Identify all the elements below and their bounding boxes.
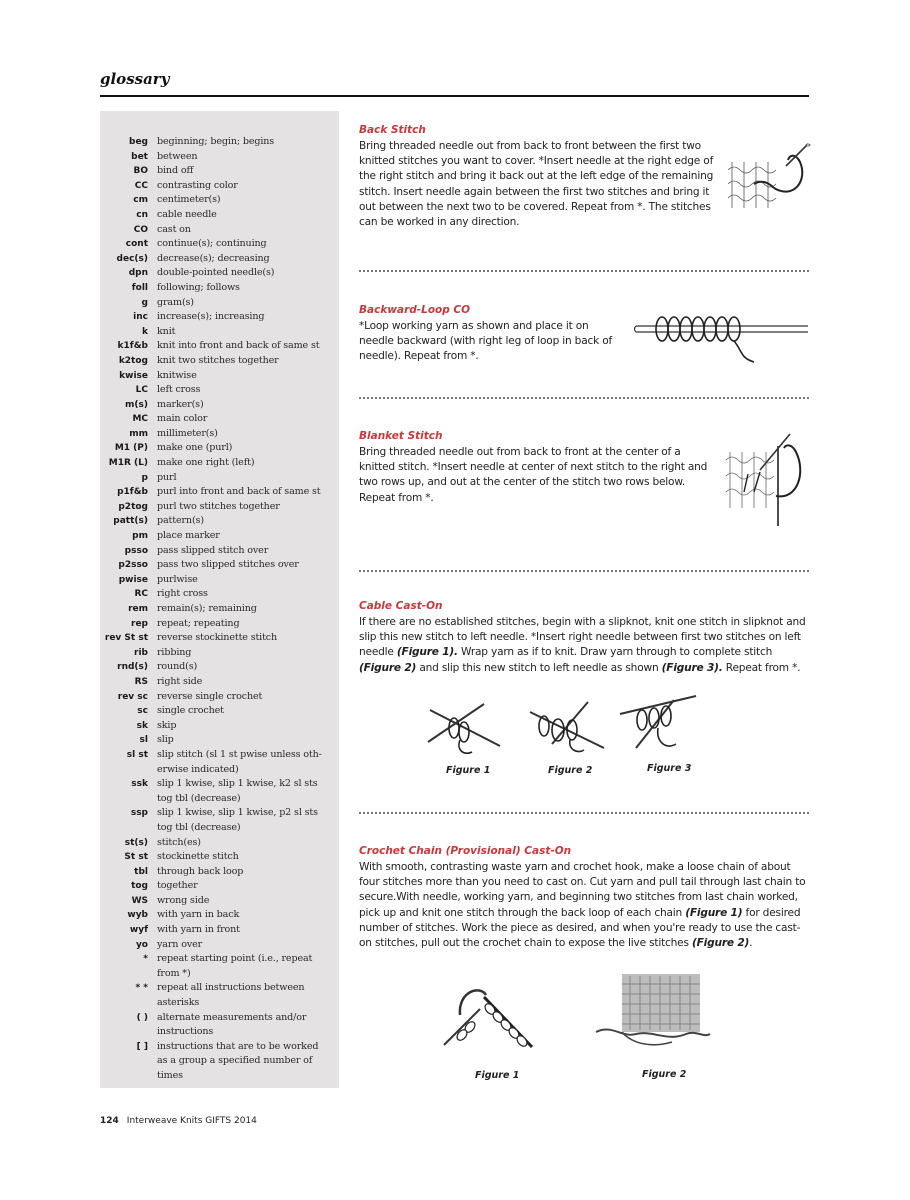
glossary-definition: marker(s): [157, 398, 204, 410]
glossary-entry: [100, 325, 339, 340]
glossary-entry: [100, 704, 339, 719]
crochet-chain-figure-1: [440, 975, 560, 1060]
glossary-definition: with yarn in front: [157, 924, 240, 936]
figure-caption: Figure 1: [446, 765, 491, 776]
section-body: *Loop working yarn as shown and place it on needle backward (with right leg of loop in back of needle). Repeat from *.: [359, 320, 613, 363]
glossary-definition: repeat starting point (i.e., repeat from *): [157, 953, 313, 979]
section-crochet-chain: [359, 845, 809, 951]
glossary-definition: stitch(es): [157, 836, 201, 848]
glossary-term: patt(s): [113, 516, 148, 527]
glossary-term: rem: [128, 604, 148, 614]
glossary-definition: instructions that are to be worked as a group a specified number of times: [157, 1040, 319, 1081]
glossary-term: wyb: [127, 910, 148, 921]
glossary-entry: [100, 544, 339, 559]
glossary-entry: [100, 529, 339, 544]
glossary-entry: [100, 602, 339, 617]
glossary-definition: wrong side: [157, 894, 210, 906]
glossary-term: St st: [124, 852, 148, 863]
glossary-definition: ribbing: [157, 646, 192, 658]
glossary-term: beg: [129, 137, 148, 147]
glossary-definition: together: [157, 880, 198, 892]
glossary-entry: [100, 850, 339, 865]
glossary-term: WS: [131, 895, 148, 906]
page-title: glossary: [100, 70, 170, 88]
glossary-term: bet: [131, 151, 148, 162]
glossary-term: tbl: [134, 866, 148, 877]
glossary-entry: [100, 354, 339, 369]
glossary-term: CO: [133, 224, 148, 235]
glossary-term: rnd(s): [117, 662, 148, 673]
glossary-entry: [100, 908, 339, 923]
glossary-term: k2tog: [118, 355, 148, 366]
glossary-term: [ ]: [136, 1041, 148, 1052]
section-divider: [359, 397, 809, 399]
glossary-entry: [100, 894, 339, 909]
glossary-definition: knit into front and back of same st: [157, 340, 320, 352]
glossary-definition: repeat; repeating: [157, 617, 240, 629]
glossary-term: rep: [131, 618, 148, 629]
glossary-term: dec(s): [116, 253, 148, 264]
glossary-definition: slip: [157, 734, 174, 746]
glossary-term: sl: [139, 735, 148, 746]
backward-loop-illustration: [632, 304, 812, 366]
glossary-term: mm: [129, 428, 148, 439]
glossary-definition: round(s): [157, 661, 198, 673]
glossary-definition: continue(s); continuing: [157, 238, 267, 250]
glossary-entry: [100, 150, 339, 165]
glossary-entry: [100, 690, 339, 705]
glossary-term: psso: [124, 545, 148, 556]
glossary-definition: make one right (left): [157, 457, 255, 469]
glossary-term: sc: [137, 706, 148, 717]
glossary-entry: [100, 135, 339, 150]
glossary-term: ( ): [136, 1012, 148, 1023]
publication-name: Interweave Knits GIFTS 2014: [126, 1116, 257, 1126]
glossary-term: p2tog: [118, 501, 148, 512]
glossary-definition: pattern(s): [157, 515, 204, 527]
glossary-entry: [100, 777, 339, 806]
glossary-term: k: [142, 326, 148, 337]
title-rule: [100, 95, 809, 97]
section-divider: [359, 270, 809, 272]
glossary-definition: pass slipped stitch over: [157, 544, 269, 556]
glossary-entry: [100, 252, 339, 267]
glossary-entry: [100, 193, 339, 208]
glossary-term: cn: [136, 209, 148, 220]
glossary-definition: place marker: [157, 530, 220, 542]
glossary-term: sl st: [126, 749, 148, 760]
glossary-term: cm: [133, 195, 148, 206]
glossary-term: dpn: [128, 268, 148, 279]
glossary-term: ssp: [130, 808, 148, 819]
glossary-term: kwise: [119, 370, 148, 381]
section-divider: [359, 812, 809, 814]
glossary-term: rev sc: [117, 691, 148, 702]
glossary-term: *: [143, 954, 148, 965]
glossary-entry: [100, 879, 339, 894]
glossary-entry: [100, 952, 339, 981]
glossary-entry: [100, 485, 339, 500]
back-stitch-illustration: [724, 140, 812, 216]
section-title: Crochet Chain (Provisional) Cast-On: [359, 845, 572, 857]
glossary-definition: cable needle: [157, 208, 217, 220]
glossary-term: k1f&b: [117, 341, 148, 352]
glossary-term: RS: [134, 676, 148, 687]
glossary-definition: right cross: [157, 588, 208, 600]
glossary-entry: [100, 266, 339, 281]
glossary-definition: purl: [157, 471, 177, 483]
glossary-entry: [100, 806, 339, 835]
glossary-entry: [100, 675, 339, 690]
glossary-entry: [100, 500, 339, 515]
section-title: Back Stitch: [359, 124, 426, 136]
glossary-definition: contrasting color: [157, 179, 238, 191]
cable-cast-on-figure-1: [420, 700, 510, 762]
glossary-entry: [100, 646, 339, 661]
glossary-definition: stockinette stitch: [157, 851, 239, 863]
glossary-definition: slip stitch (sl 1 st pwise unless oth- erwise indicated): [157, 748, 322, 775]
glossary-term: p2sso: [118, 560, 148, 571]
glossary-entry: [100, 923, 339, 938]
glossary-term: LC: [135, 385, 148, 396]
glossary-definition: knit two stitches together: [157, 354, 279, 366]
glossary-term: m(s): [125, 399, 148, 410]
glossary-entry: [100, 938, 339, 953]
glossary-entry: [100, 208, 339, 223]
glossary-entry: [100, 164, 339, 179]
glossary-definition: remain(s); remaining: [157, 603, 257, 614]
glossary-entry: [100, 441, 339, 456]
glossary-definition: purl into front and back of same st: [157, 486, 321, 498]
glossary-term: p1f&b: [117, 487, 148, 498]
glossary-term: ssk: [131, 779, 148, 790]
figure-caption: Figure 2: [548, 765, 593, 776]
glossary-definition: slip 1 kwise, slip 1 kwise, p2 sl sts tog tbl (decrease): [157, 807, 318, 833]
abbreviation-list: [100, 135, 339, 1084]
glossary-term: RC: [134, 589, 148, 600]
glossary-definition: make one (purl): [157, 442, 233, 454]
glossary-definition: millimeter(s): [157, 427, 218, 439]
glossary-term: MC: [132, 414, 148, 425]
glossary-definition: skip: [157, 719, 177, 731]
glossary-definition: gram(s): [157, 296, 194, 308]
glossary-definition: increase(s); increasing: [157, 311, 265, 323]
glossary-term: foll: [131, 282, 148, 293]
glossary-sidebar: [100, 111, 339, 1088]
cable-cast-on-figure-3: [616, 690, 706, 760]
glossary-definition: pass two slipped stitches over: [157, 559, 299, 571]
glossary-entry: [100, 383, 339, 398]
glossary-definition: alternate measurements and/or instructions: [157, 1011, 307, 1038]
section-title: Backward-Loop CO: [359, 304, 471, 316]
glossary-entry: [100, 733, 339, 748]
glossary-definition: cast on: [157, 223, 191, 235]
glossary-definition: centimeter(s): [157, 194, 221, 206]
glossary-definition: purlwise: [157, 573, 198, 585]
glossary-definition: purl two stitches together: [157, 500, 280, 512]
glossary-definition: reverse stockinette stitch: [157, 632, 278, 644]
glossary-entry: [100, 631, 339, 646]
glossary-definition: between: [157, 150, 198, 162]
glossary-term: M1R (L): [108, 458, 148, 469]
glossary-entry: [100, 865, 339, 880]
glossary-term: M1 (P): [114, 443, 148, 454]
page-number: 124: [100, 1116, 119, 1126]
glossary-definition: following; follows: [157, 281, 240, 293]
glossary-definition: knit: [157, 325, 176, 337]
glossary-definition: single crochet: [157, 705, 224, 717]
glossary-definition: bind off: [157, 165, 194, 177]
crochet-chain-figure-2: [592, 968, 712, 1058]
glossary-entry: [100, 514, 339, 529]
section-body: With smooth, contrasting waste yarn and crochet hook, make a loose chain of about four stitches more than you need to cast on. Cut yarn and pull tail through last chain to secure.With needle, working yarn, and beginning two stitches from last chain worked, pick up and knit one stitch through the back loop of each chain (Figure 1) for desired number of stitches. Work the piece as desired, and when you're ready to use the cast-on stitches, pull out the crochet chain to expose the live stitches (Figure 2).: [359, 861, 806, 950]
glossary-definition: knitwise: [157, 369, 197, 381]
glossary-entry: [100, 981, 339, 1010]
glossary-entry: [100, 296, 339, 311]
glossary-entry: [100, 1011, 339, 1040]
glossary-entry: [100, 339, 339, 354]
glossary-term: tog: [131, 881, 148, 892]
blanket-stitch-illustration: [720, 430, 812, 528]
glossary-term: g: [141, 297, 148, 308]
glossary-definition: repeat all instructions between asterisks: [157, 982, 305, 1009]
glossary-entry: [100, 471, 339, 486]
glossary-entry: [100, 456, 339, 471]
figure-caption: Figure 2: [642, 1069, 687, 1080]
glossary-definition: slip 1 kwise, slip 1 kwise, k2 sl sts tog tbl (decrease): [157, 778, 318, 804]
glossary-definition: with yarn in back: [157, 909, 240, 921]
glossary-definition: decrease(s); decreasing: [157, 252, 270, 264]
section-title: Blanket Stitch: [359, 430, 443, 442]
glossary-term: rib: [134, 647, 148, 658]
glossary-term: st(s): [124, 837, 148, 848]
glossary-term: p: [141, 472, 148, 483]
glossary-definition: through back loop: [157, 865, 244, 877]
glossary-term: sk: [136, 720, 148, 731]
glossary-entry: [100, 281, 339, 296]
figure-caption: Figure 1: [475, 1070, 520, 1081]
glossary-entry: [100, 223, 339, 238]
glossary-entry: [100, 310, 339, 325]
glossary-entry: [100, 836, 339, 851]
glossary-term: pwise: [118, 574, 148, 585]
glossary-entry: [100, 398, 339, 413]
glossary-term: inc: [133, 312, 148, 323]
glossary-definition: right side: [157, 675, 203, 687]
glossary-term: rev St st: [104, 633, 148, 644]
page-footer: [100, 1116, 257, 1126]
glossary-definition: reverse single crochet: [157, 690, 263, 702]
section-body: Bring threaded needle out from back to front between the first two knitted stitches you want to cover. *Insert needle at the right edge of the right stitch and bring it back out at the left edge of the remaining stitch. Insert needle again between the first two stitches and bring it out between the next two to be covered. Repeat from *. The stitches can be worked in any direction.: [359, 140, 714, 229]
figure-caption: Figure 3: [647, 763, 692, 774]
glossary-entry: [100, 660, 339, 675]
glossary-entry: [100, 748, 339, 777]
glossary-entry: [100, 587, 339, 602]
glossary-term: cont: [125, 239, 148, 250]
glossary-entry: [100, 617, 339, 632]
glossary-definition: main color: [157, 413, 208, 425]
cable-cast-on-figure-2: [522, 700, 612, 762]
section-cable-cast-on: [359, 600, 809, 676]
glossary-entry: [100, 558, 339, 573]
glossary-term: pm: [132, 531, 148, 542]
glossary-term: CC: [134, 180, 148, 191]
glossary-term: * *: [135, 983, 148, 994]
glossary-entry: [100, 573, 339, 588]
glossary-definition: yarn over: [157, 938, 203, 950]
glossary-definition: double-pointed needle(s): [157, 267, 275, 279]
section-title: Cable Cast-On: [359, 600, 443, 612]
glossary-definition: beginning; begin; begins: [157, 136, 275, 147]
glossary-entry: [100, 719, 339, 734]
glossary-term: wyf: [129, 925, 148, 936]
glossary-entry: [100, 179, 339, 194]
glossary-entry: [100, 369, 339, 384]
glossary-entry: [100, 237, 339, 252]
glossary-term: BO: [133, 166, 148, 177]
section-divider: [359, 570, 809, 572]
glossary-definition: left cross: [157, 384, 201, 396]
glossary-term: yo: [135, 939, 148, 950]
section-body: Bring threaded needle out from back to front at the center of a knitted stitch. *Insert needle at center of next stitch to the right and two rows up, and out at the center of the stitch two rows below. Repeat from *.: [359, 446, 708, 504]
glossary-entry: [100, 412, 339, 427]
glossary-entry: [100, 427, 339, 442]
glossary-entry: [100, 1040, 339, 1084]
section-body: If there are no established stitches, begin with a slipknot, knit one stitch in slipknot and slip this new stitch to left needle. *Insert right needle between first two stitches on left needle (Figure 1). Wrap yarn as if to knit. Draw yarn through to complete stitch (Figure 2) and slip this new stitch to left needle as shown (Figure 3). Repeat from *.: [359, 616, 806, 674]
